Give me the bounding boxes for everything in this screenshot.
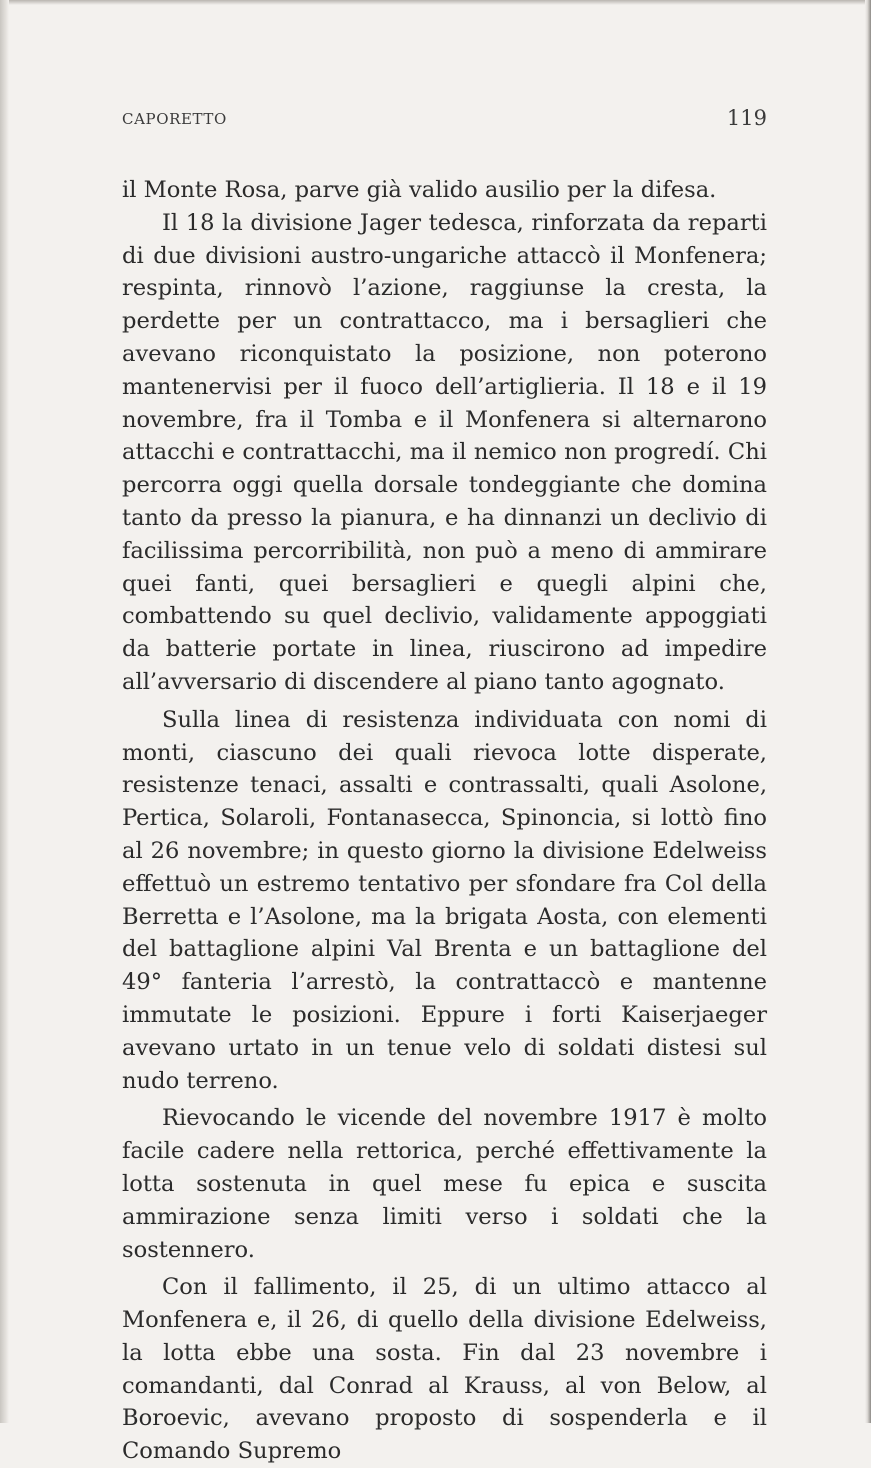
- paragraph-2: Il 18 la divisione Jager tedesca, rinforzata da reparti di due divisioni austro-ungariche attaccò il Monfenera; respinta, rinnovò l’azione, raggiunse la cresta, la perdette per un contrattacco, ma i bersaglieri che avevano riconquistato la posizione, non poterono mantenervisi per il fuoco dell’artiglieria. Il 18 e il 19 novembre, fra il Tomba e il Monfenera si alternarono attacchi e contrattacchi, ma il nemico non progredí. Chi percorra oggi quella dorsale tondeggiante che domina tanto da presso la pianura, e ha dinnanzi un declivio di facilissima percorribilità, non può a meno di ammirare quei fanti, quei bersaglieri e quegli alpini che, combattendo su quel declivio, validamente appoggiati da batterie portate in linea, riuscirono ad impedire all’avversario di discendere al piano tanto agognato.: [122, 209, 767, 695]
- page-top-edge: [0, 0, 871, 5]
- page-number: 119: [726, 106, 767, 130]
- page-left-edge: [0, 0, 9, 1423]
- page-right-edge: [865, 0, 871, 1423]
- paragraph-4: Rievocando le vicende del novembre 1917 è molto facile cadere nella rettorica, perché effettivamente la lotta sostenuta in quel mese fu epica e suscita ammirazione senza limiti verso i soldati che la sostennero.: [122, 1105, 767, 1263]
- body-text: [122, 174, 767, 1468]
- paragraph-5: Con il fallimento, il 25, di un ultimo attacco al Monfenera e, il 26, di quello della divisione Edelweiss, la lotta ebbe una sosta. Fin dal 23 novembre i comandanti, dal Conrad al Krauss, al von Below, al Boroevic, avevano proposto di sospenderla e il Comando Supremo: [122, 1274, 767, 1465]
- page-header: [122, 106, 767, 132]
- running-head: CAPORETTO: [122, 110, 227, 128]
- paragraph-3: Sulla linea di resistenza individuata con nomi di monti, ciascuno dei quali rievoca lotte disperate, resistenze tenaci, assalti e contrassalti, quali Asolone, Pertica, Solaroli, Fontanasecca, Spinoncia, si lottò fino al 26 novembre; in questo giorno la divisione Edelweiss effettuò un estremo tentativo per sfondare fra Col della Berretta e l’Asolone, ma la brigata Aosta, con elementi del battaglione alpini Val Brenta e un battaglione del 49° fanteria l’arrestò, la contrattaccò e mantenne immutate le posizioni. Eppure i forti Kaiserjaeger avevano urtato in un tenue velo di soldati distesi sul nudo terreno.: [122, 706, 767, 1094]
- paragraph-1: il Monte Rosa, parve già valido ausilio per la difesa.: [122, 177, 717, 203]
